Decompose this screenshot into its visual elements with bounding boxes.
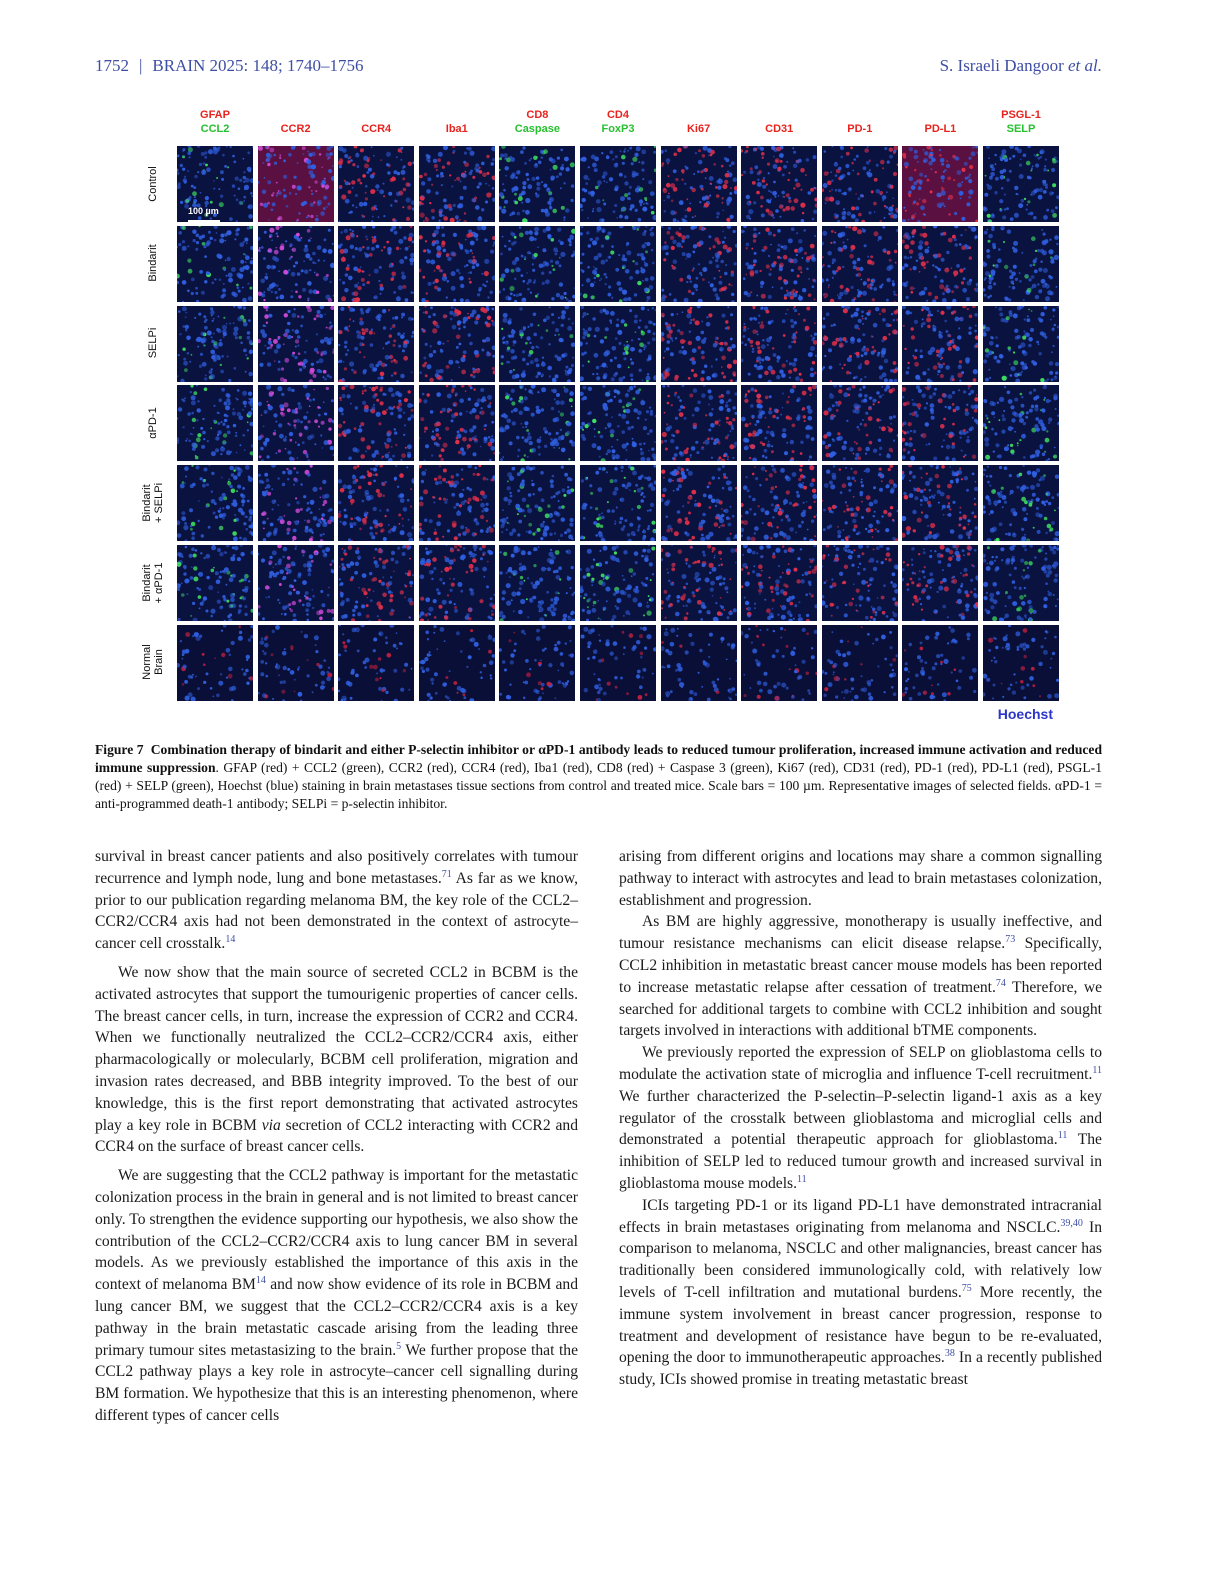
microscopy-panel (983, 306, 1059, 382)
microscopy-panel (499, 146, 575, 222)
column-header-ccl2 (176, 108, 254, 136)
microscopy-panel (822, 385, 898, 461)
paragraph (619, 1042, 1102, 1195)
caption-title: Combination therapy of bindarit and either P-selectin inhibitor or αPD-1 antibody leads to reduced tumour proliferation, increased immune activation and reduced immune suppression (95, 742, 1103, 775)
microscopy-panel (258, 306, 334, 382)
column-header-top (660, 108, 738, 122)
microscopy-panel (499, 545, 575, 621)
reference-link[interactable]: 75 (961, 1282, 972, 1294)
row-label: αPD-1 (147, 407, 159, 439)
microscopy-panel (419, 146, 495, 222)
microscopy-panel (580, 465, 656, 541)
microscopy-panel (499, 625, 575, 701)
text-run: We previously reported the expression of SELP on glioblastoma cells to modulate the activation state of microglia and influence T-cell recruitment. (619, 1044, 1102, 1083)
running-header (95, 56, 1102, 80)
microscopy-panel (177, 306, 253, 382)
text-run: As BM are highly aggressive, monotherapy is usually ineffective, and tumour resistance mechanisms can elicit disease relapse. (619, 913, 1102, 953)
column-header-ccr2 (257, 108, 335, 136)
microscopy-panel (661, 545, 737, 621)
microscopy-panel (822, 306, 898, 382)
scale-bar (188, 220, 220, 222)
text-run: secretion of CCL2 interacting with CCR2 and CCR4 on the surface of breast cancer cells. (95, 1116, 578, 1156)
microscopy-panel (741, 226, 817, 302)
microscopy-panel (177, 226, 253, 302)
figure-caption (95, 741, 1102, 813)
text-run: The inhibition of SELP led to reduced tumour growth and increased survival in glioblastoma mouse models. (619, 1131, 1102, 1192)
microscopy-panel (580, 146, 656, 222)
text-run: and now show evidence of its role in BCBM and lung cancer BM, we suggest that the CCL2–CCR2/CCR4 axis is a key pathway in the brain metastatic cascade arising from the leading three primary tumour sites metastasizing to the brain. (95, 1276, 578, 1359)
text-run: More recently, the immune system involvement in breast cancer progression, response to treatment and development of resistance have begun to be re-evaluated, opening the door to immunotherapeutic approaches. (619, 1283, 1103, 1367)
paragraph (95, 1165, 578, 1427)
microscopy-panel (580, 545, 656, 621)
microscopy-panel (661, 465, 737, 541)
microscopy-panel (741, 385, 817, 461)
microscopy-panel (499, 226, 575, 302)
microscopy-panel (419, 306, 495, 382)
text-run: We now show that the main source of secreted CCL2 in BCBM is the activated astrocytes that support the tumourigenic properties of cancer cells. The breast cancer cells, in turn, increase the expression of CCR2 and CCR4. When we functionally neutralized the CCL2–CCR2/CCR4 axis, either pharmacologically or molecularly, BCBM cell proliferation, migration and invasion rates decreased, and BBB integrity improved. To the best of our knowledge, this is the first report demonstrating that activated astrocytes play a key role in BCBM (95, 963, 578, 1134)
column-header-top (418, 108, 496, 122)
microscopy-panel (983, 465, 1059, 541)
microscopy-panel (258, 226, 334, 302)
microscopy-panel (419, 625, 495, 701)
microscopy-panel (661, 146, 737, 222)
column-header-iba1 (418, 108, 496, 136)
paragraph (619, 846, 1102, 911)
microscopy-panel (661, 385, 737, 461)
figure-7 (132, 108, 1067, 728)
column-header-bottom: Ki67 (686, 123, 711, 135)
text-run: In comparison to melanoma, NSCLC and other malignancies, breast cancer has traditionally been considered immunologically cold, with relatively low levels of T-cell infiltration and mutational burdens. (619, 1218, 1102, 1301)
microscopy-panel (580, 306, 656, 382)
column-header-caspase (498, 108, 576, 136)
microscopy-panel (822, 545, 898, 621)
column-header-bottom: Iba1 (445, 123, 468, 135)
row-label: Bindarit + αPD-1 (141, 562, 165, 603)
text-run: Therefore, we searched for additional targets to combine with CCL2 inhibition and sought targets involved in interactions with additional bTME components. (619, 978, 1102, 1040)
microscopy-panel (258, 625, 334, 701)
microscopy-panel (580, 625, 656, 701)
microscopy-panel (741, 146, 817, 222)
row-label: Bindarit (147, 244, 159, 282)
microscopy-panel (338, 146, 414, 222)
column-header-bottom: PD-1 (847, 123, 873, 135)
column-header-pd-1 (821, 108, 899, 136)
column-header-ki67 (660, 108, 738, 136)
page-number: 1752 (95, 56, 129, 75)
column-header-top: PSGL-1 (1001, 109, 1041, 121)
microscopy-panel (177, 465, 253, 541)
microscopy-panel (902, 465, 978, 541)
microscopy-panel (902, 146, 978, 222)
row-label: SELPi (147, 327, 159, 359)
microscopy-panel (902, 226, 978, 302)
text-run: We are suggesting that the CCL2 pathway is important for the metastatic colonization process in the brain in general and is not limited to breast cancer only. To strengthen the evidence supporting our hypothesis, we also show the contribution of the CCL2–CCR2/CCR4 axis to lung cancer BM in several models. As we previously established the importance of this axis in the context of melanoma BM (95, 1167, 578, 1294)
column-header-bottom: CCR4 (361, 123, 392, 135)
column-header-top: CD4 (606, 109, 629, 121)
column-header-top: GFAP (200, 109, 230, 121)
column-header-foxp3 (579, 108, 657, 136)
microscopy-panel (741, 306, 817, 382)
microscopy-panel (258, 465, 334, 541)
column-header-bottom: PD-L1 (924, 123, 957, 135)
microscopy-panel (902, 385, 978, 461)
microscopy-panel (661, 306, 737, 382)
microscopy-panel (741, 465, 817, 541)
microscopy-panel (177, 385, 253, 461)
reference-link[interactable]: 11 (1057, 1130, 1068, 1142)
italic-text: via (261, 1116, 281, 1134)
microscopy-panel (338, 545, 414, 621)
microscopy-panel (822, 465, 898, 541)
microscopy-panel (177, 545, 253, 621)
author-name: S. Israeli Dangoor (939, 56, 1064, 75)
column-header-top (257, 108, 335, 122)
microscopy-panel (499, 465, 575, 541)
microscopy-panel (338, 625, 414, 701)
body-right-column (619, 846, 1102, 1391)
text-run: As far as we know, prior to our publication regarding melanoma BM, the key role of the CCL2–CCR2/CCR4 axis had not been demonstrated in the context of astrocyte–cancer cell crosstalk. (95, 869, 578, 953)
reference-link[interactable]: 38 (944, 1348, 955, 1360)
column-header-selp (982, 108, 1060, 136)
figure-column-headers (177, 108, 1067, 144)
column-header-top (821, 108, 899, 122)
reference-link[interactable]: 73 (1005, 934, 1016, 945)
column-header-bottom: CCL2 (200, 123, 230, 135)
microscopy-panel (661, 226, 737, 302)
row-label: Normal Brain (141, 644, 165, 681)
column-header-top (901, 108, 979, 122)
microscopy-panel (419, 385, 495, 461)
reference-link[interactable]: 74 (995, 977, 1006, 989)
microscopy-panel (902, 625, 978, 701)
microscopy-panel (419, 545, 495, 621)
microscopy-panel (741, 625, 817, 701)
text-run: Specifically, CCL2 inhibition in metastatic breast cancer mouse models has been reported to increase metastatic relapse after cessation of treatment. (619, 935, 1102, 996)
body-left-column (95, 846, 578, 1427)
text-run: arising from different origins and locations may share a common signalling pathway to interact with astrocytes and lead to brain metastases colonization, establishment and progression. (619, 848, 1102, 909)
microscopy-panel (499, 385, 575, 461)
column-header-bottom: Caspase (514, 123, 561, 135)
reference-link[interactable]: 39,40 (1060, 1217, 1083, 1229)
header-authors (940, 56, 1102, 76)
microscopy-panel (902, 545, 978, 621)
microscopy-panel (983, 385, 1059, 461)
text-run: In a recently published study, ICIs showed promise in treating metastatic breast (619, 1349, 1102, 1389)
microscopy-panel (580, 385, 656, 461)
microscopy-panel (822, 226, 898, 302)
figure-row-labels (132, 146, 174, 701)
microscopy-panel (338, 226, 414, 302)
microscopy-panel (983, 625, 1059, 701)
microscopy-panel (177, 625, 253, 701)
paragraph (95, 962, 578, 1158)
microscopy-panel (258, 545, 334, 621)
microscopy-panel (338, 306, 414, 382)
row-label: Control (147, 165, 159, 202)
column-header-top (337, 108, 415, 122)
hoechst-label: Hoechst (997, 706, 1053, 722)
text-run: We further characterized the P-selectin–P-selectin ligand-1 axis as a key regulator of the crosstalk between glioblastoma and microglial cells and demonstrated a potential therapeutic approach for glioblastoma. (619, 1087, 1102, 1149)
column-header-cd31 (740, 108, 818, 136)
microscopy-panel (258, 146, 334, 222)
microscopy-panel (983, 226, 1059, 302)
column-header-ccr4 (337, 108, 415, 136)
reference-link[interactable]: 71 (441, 868, 452, 880)
caption-label: Figure 7 (95, 742, 144, 757)
microscopy-panel (419, 226, 495, 302)
text-run: survival in breast cancer patients and also positively correlates with tumour recurrence and lymph node, lung and bone metastases. (95, 848, 578, 887)
reference-link[interactable]: 5 (396, 1340, 402, 1352)
column-header-pd-l1 (901, 108, 979, 136)
paragraph (619, 1195, 1102, 1391)
column-header-bottom: SELP (1006, 123, 1036, 135)
microscopy-panel (822, 625, 898, 701)
microscopy-panel (499, 306, 575, 382)
column-header-top: CD8 (526, 109, 549, 121)
microscopy-panel (419, 465, 495, 541)
scale-bar-label: 100 µm (188, 206, 219, 216)
microscopy-panel (338, 465, 414, 541)
column-header-bottom: FoxP3 (601, 123, 635, 135)
column-header-top (740, 108, 818, 122)
row-label: Bindarit + SELPi (141, 482, 165, 523)
header-separator: | (139, 56, 143, 75)
paragraph (95, 846, 578, 955)
reference-link[interactable]: 14 (225, 934, 236, 945)
column-header-bottom: CD31 (765, 123, 794, 135)
column-header-bottom: CCR2 (280, 123, 311, 135)
reference-link[interactable]: 14 (255, 1274, 266, 1286)
microscopy-panel (741, 545, 817, 621)
header-left (95, 56, 364, 76)
journal-citation: BRAIN 2025: 148; 1740–1756 (152, 56, 364, 75)
text-run: ICIs targeting PD-1 or its ligand PD-L1 have demonstrated intracranial effects in brain metastases originating from melanoma and NSCLC. (619, 1196, 1102, 1236)
text-run: We further propose that the CCL2 pathway plays a key role in astrocyte–cancer cell signalling during BM formation. We hypothesize that this is an interesting phenomenon, where different types of cancer cells (95, 1341, 578, 1424)
reference-link[interactable]: 11 (797, 1173, 807, 1185)
paragraph (619, 911, 1102, 1042)
caption-body: . GFAP (red) + CCL2 (green), CCR2 (red), CCR4 (red), Iba1 (red), CD8 (red) + Caspase 3 (green), Ki67 (red), CD31 (red), PD-1 (red), PD-L1 (red), PSGL-1 (red) + SELP (green), Hoechst (blue) staining in brain metastases tissue sections from control and treated mice. Scale bars = 100 µm. Representative images of selected fields. αPD-1 = anti-programmed death-1 antibody; SELPi = p-selectin inhibitor. (95, 760, 1102, 811)
microscopy-panel (258, 385, 334, 461)
et-al: et al. (1068, 56, 1102, 75)
microscopy-panel (661, 625, 737, 701)
microscopy-panel (822, 146, 898, 222)
microscopy-panel (338, 385, 414, 461)
microscopy-panel (983, 545, 1059, 621)
microscopy-panel (580, 226, 656, 302)
microscopy-panel (983, 146, 1059, 222)
microscopy-panel (902, 306, 978, 382)
reference-link[interactable]: 11 (1092, 1064, 1102, 1076)
